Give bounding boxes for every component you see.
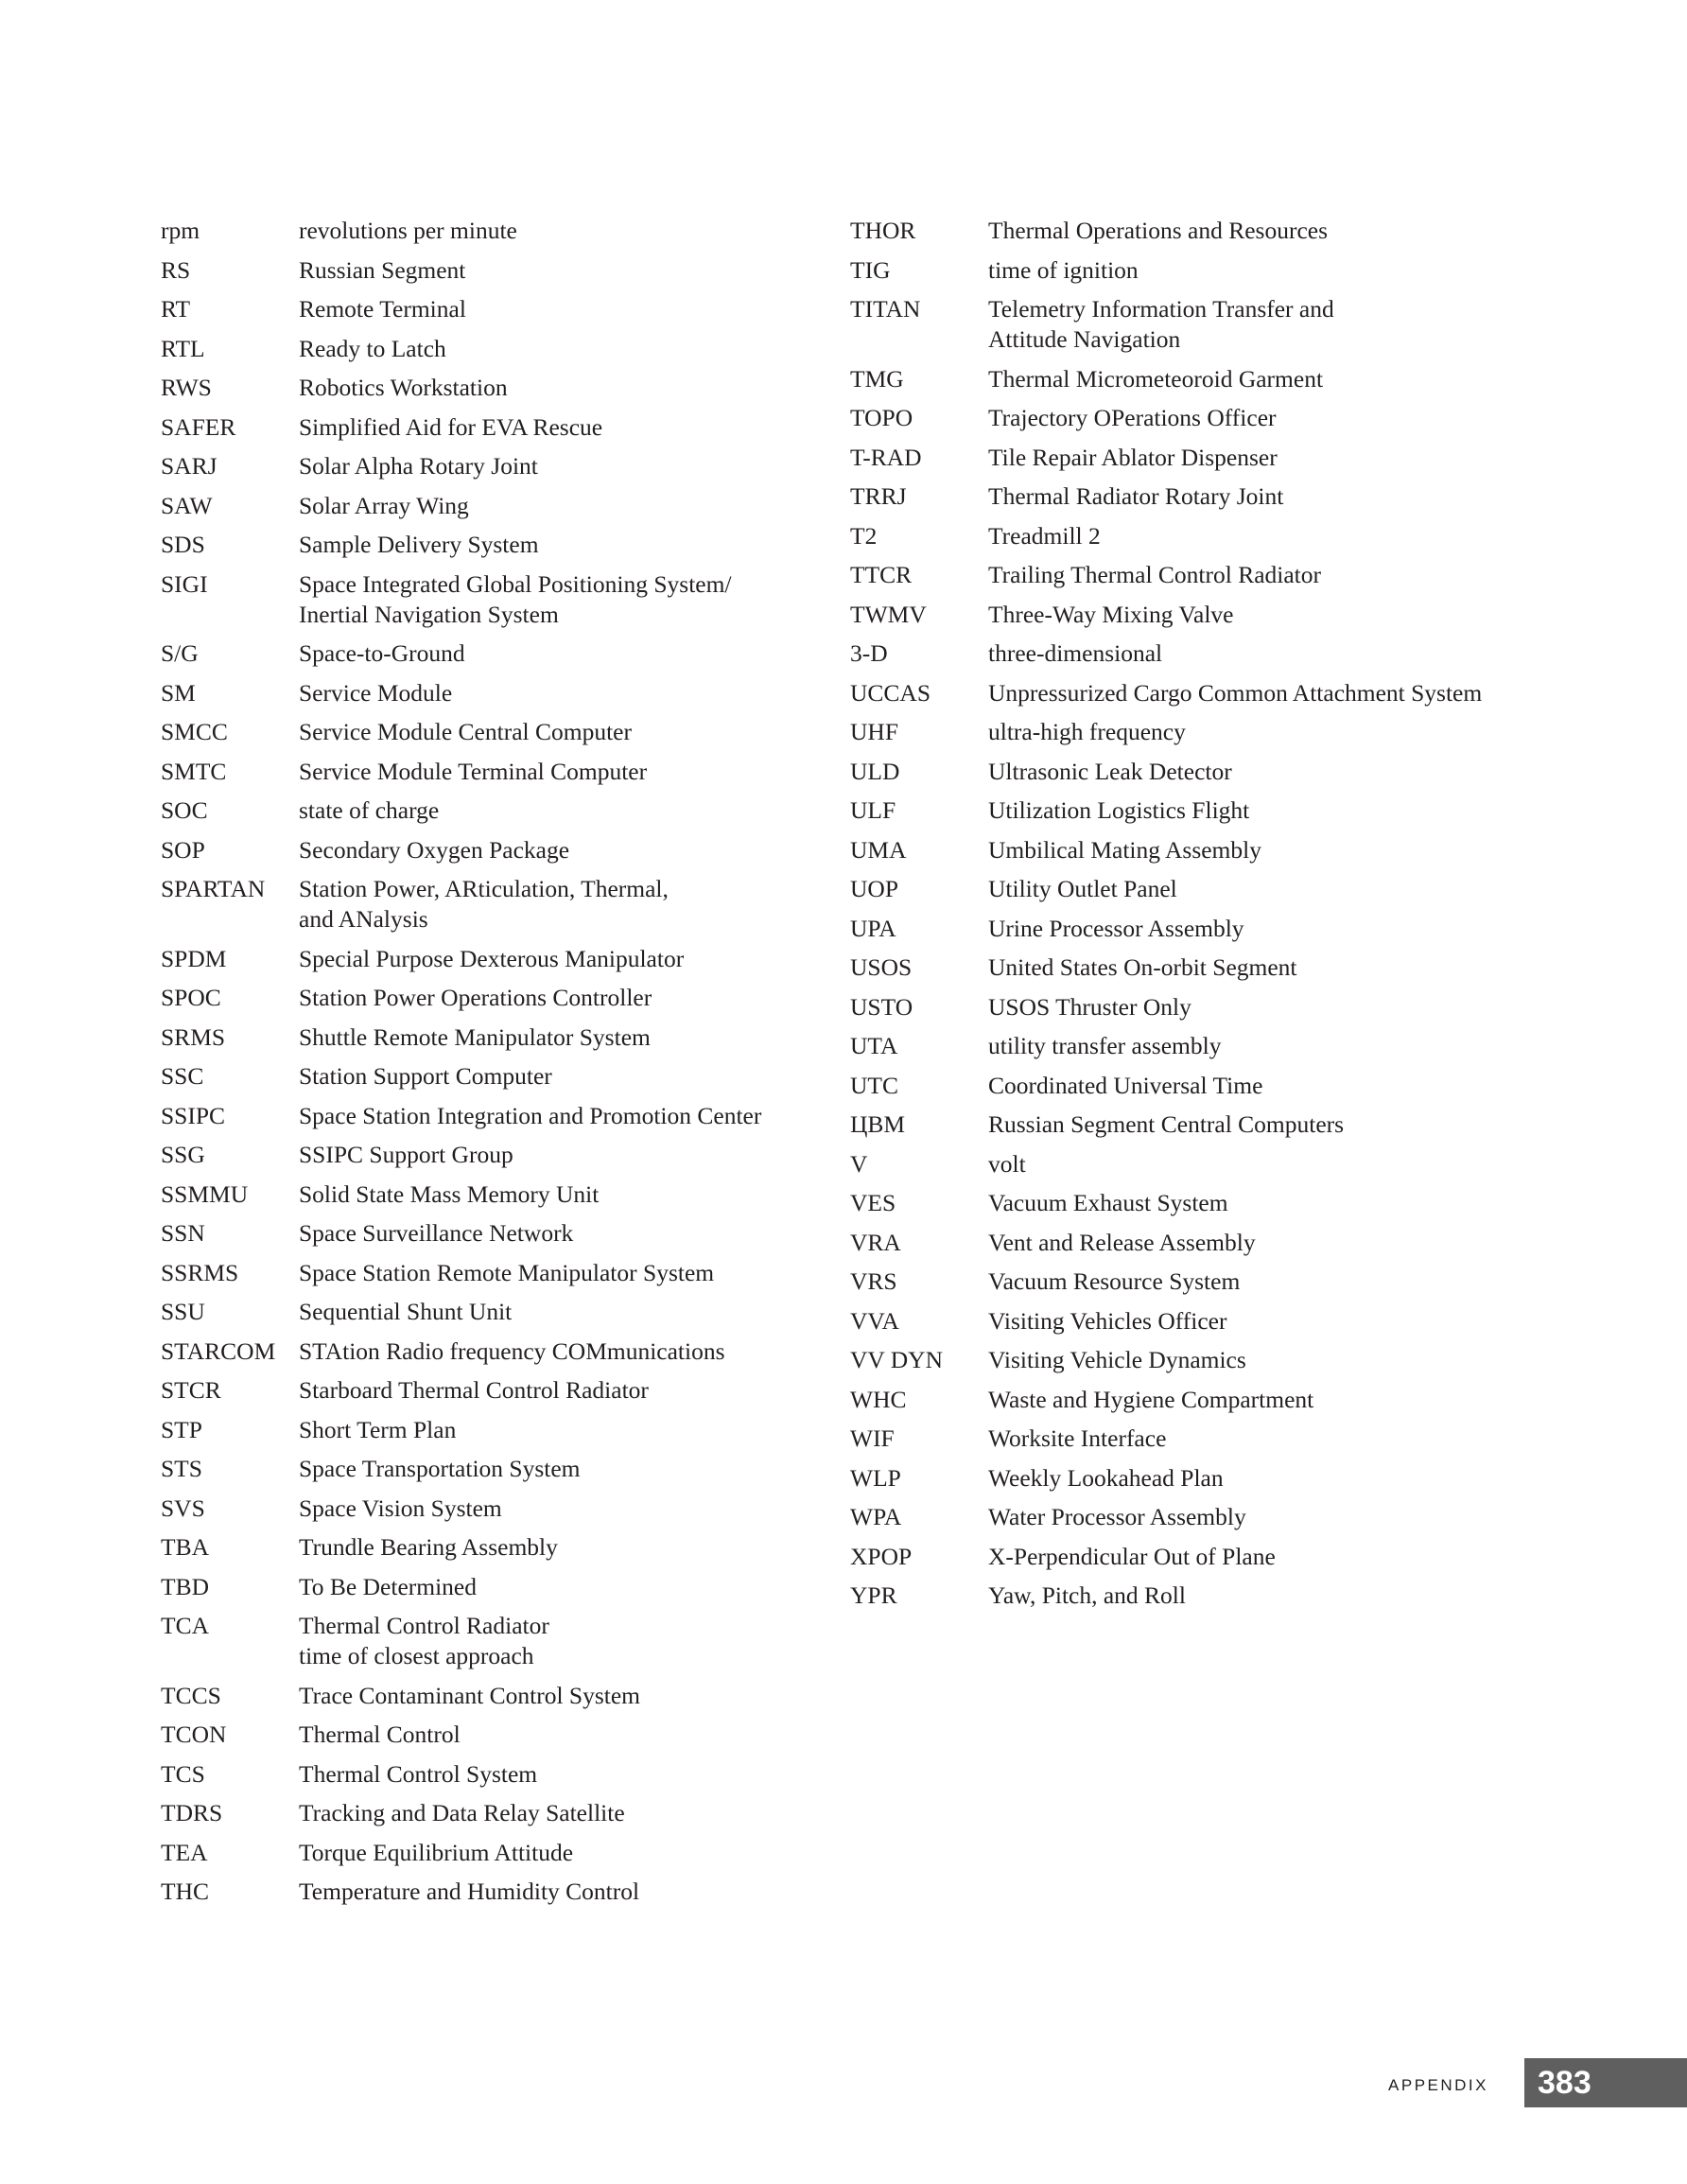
entry-definition: Remote Terminal <box>299 295 466 323</box>
entry-definition: Thermal Radiator Rotary Joint <box>988 482 1284 510</box>
entry-definition: Thermal Control <box>299 1721 461 1748</box>
section-label: APPENDIX <box>1388 2076 1488 2094</box>
glossary-entry <box>161 1798 813 1828</box>
entry-definition: Vacuum Exhaust System <box>988 1189 1228 1216</box>
glossary-entry <box>850 1071 1682 1101</box>
entry-abbreviation: TEA <box>161 1838 208 1866</box>
entry-abbreviation: SSIPC <box>161 1101 226 1129</box>
entry-abbreviation: SPARTAN <box>161 875 266 902</box>
glossary-entry <box>850 678 1682 708</box>
entry-abbreviation: USTO <box>850 992 913 1021</box>
glossary-entry <box>161 874 813 935</box>
glossary-entry <box>161 1258 813 1288</box>
entry-abbreviation: SM <box>161 678 196 707</box>
glossary-entry <box>161 638 813 669</box>
entry-abbreviation: SMTC <box>161 757 227 785</box>
glossary-entry <box>161 757 813 787</box>
glossary-entry <box>161 1572 813 1602</box>
entry-definition: Utility Outlet Panel <box>988 875 1177 902</box>
entry-abbreviation: SSU <box>161 1298 205 1325</box>
entry-abbreviation: SOP <box>161 835 205 864</box>
entry-abbreviation: ЦВМ <box>850 1110 906 1138</box>
entry-abbreviation: SOC <box>161 796 208 824</box>
glossary-entry <box>161 569 813 630</box>
entry-definition: Space Integrated Global Positioning System/ Inertial Navigation System <box>299 569 732 628</box>
entry-definition: Station Power Operations Controller <box>299 984 652 1011</box>
entry-abbreviation: TCCS <box>161 1681 221 1709</box>
entry-abbreviation: T-RAD <box>850 443 922 471</box>
glossary-entry <box>161 1218 813 1249</box>
entry-abbreviation: TBA <box>161 1533 209 1561</box>
glossary-entry <box>850 795 1682 826</box>
entry-definition: Special Purpose Dexterous Manipulator <box>299 944 685 972</box>
glossary-entry <box>850 216 1682 246</box>
entry-abbreviation: TDRS <box>161 1799 223 1826</box>
entry-definition: Russian Segment Central Computers <box>988 1110 1345 1138</box>
entry-abbreviation: SIGI <box>161 569 208 598</box>
entry-abbreviation: SARJ <box>161 452 217 480</box>
entry-definition: three-dimensional <box>988 639 1163 667</box>
glossary-entry <box>161 1454 813 1484</box>
entry-abbreviation: SAW <box>161 491 213 519</box>
entry-abbreviation: SSC <box>161 1062 204 1090</box>
entry-abbreviation: UTA <box>850 1032 898 1059</box>
entry-definition: Shuttle Remote Manipulator System <box>299 1022 651 1051</box>
glossary-entry <box>850 255 1682 286</box>
entry-definition: Solid State Mass Memory Unit <box>299 1179 600 1208</box>
glossary-entry <box>161 1759 813 1790</box>
glossary-entry <box>850 952 1682 983</box>
entry-definition: Water Processor Assembly <box>988 1503 1246 1530</box>
entry-abbreviation: SPDM <box>161 944 227 972</box>
glossary-entry <box>850 1267 1682 1297</box>
entry-definition: Starboard Thermal Control Radiator <box>299 1376 649 1404</box>
entry-definition: revolutions per minute <box>299 217 517 244</box>
entry-abbreviation: SVS <box>161 1494 205 1522</box>
entry-abbreviation: SAFER <box>161 412 236 441</box>
glossary-entry <box>850 1031 1682 1061</box>
entry-abbreviation: UTC <box>850 1071 898 1099</box>
glossary-entry <box>161 944 813 974</box>
glossary-entry <box>161 1681 813 1711</box>
glossary-entry <box>850 835 1682 865</box>
entry-definition: United States On-orbit Segment <box>988 953 1297 981</box>
entry-abbreviation: VRA <box>850 1228 901 1256</box>
entry-abbreviation: VVA <box>850 1306 899 1335</box>
glossary-entry <box>161 1877 813 1907</box>
glossary-left-column <box>161 216 813 1916</box>
entry-definition: Worksite Interface <box>988 1424 1167 1452</box>
entry-abbreviation: WIF <box>850 1424 895 1452</box>
entry-definition: Space Station Integration and Promotion Center <box>299 1101 762 1129</box>
entry-definition: USOS Thruster Only <box>988 992 1191 1021</box>
glossary-entry <box>161 1337 813 1367</box>
entry-definition: Vacuum Resource System <box>988 1267 1241 1295</box>
entry-definition: Torque Equilibrium Attitude <box>299 1838 574 1866</box>
glossary-entry <box>161 835 813 865</box>
entry-abbreviation: XPOP <box>850 1542 913 1570</box>
entry-definition: Umbilical Mating Assembly <box>988 835 1261 864</box>
entry-abbreviation: SDS <box>161 531 205 558</box>
entry-abbreviation: UPA <box>850 914 896 942</box>
entry-abbreviation: STCR <box>161 1376 221 1404</box>
entry-definition: Space Surveillance Network <box>299 1219 574 1247</box>
entry-definition: volt <box>988 1149 1026 1178</box>
entry-definition: utility transfer assembly <box>988 1032 1222 1059</box>
glossary-entry <box>850 1228 1682 1258</box>
glossary-entry <box>161 334 813 364</box>
entry-definition: X-Perpendicular Out of Plane <box>988 1542 1276 1570</box>
glossary-entry <box>161 1415 813 1445</box>
glossary-entry <box>161 1375 813 1406</box>
entry-abbreviation: TCS <box>161 1759 205 1788</box>
glossary-entry <box>161 530 813 560</box>
glossary-entry <box>161 1494 813 1524</box>
entry-definition: Service Module Central Computer <box>299 718 632 745</box>
glossary-entry <box>850 1188 1682 1218</box>
glossary-entry <box>850 992 1682 1022</box>
entry-abbreviation: VRS <box>850 1267 897 1295</box>
glossary-right-column <box>850 216 1682 1620</box>
entry-abbreviation: THC <box>161 1878 209 1905</box>
glossary-entry <box>850 1581 1682 1611</box>
entry-abbreviation: WHC <box>850 1385 907 1413</box>
entry-abbreviation: THOR <box>850 217 916 244</box>
entry-definition: Thermal Control Radiator time of closest approach <box>299 1612 549 1669</box>
entry-definition: Sample Delivery System <box>299 531 539 558</box>
entry-definition: Tracking and Data Relay Satellite <box>299 1799 625 1826</box>
entry-definition: Trajectory OPerations Officer <box>988 404 1277 431</box>
entry-abbreviation: SSN <box>161 1219 205 1247</box>
entry-definition: Trace Contaminant Control System <box>299 1681 640 1709</box>
glossary-entry <box>161 1532 813 1563</box>
entry-definition: Thermal Operations and Resources <box>988 217 1329 244</box>
entry-definition: Unpressurized Cargo Common Attachment System <box>988 678 1483 707</box>
glossary-entry <box>850 1463 1682 1494</box>
entry-definition: Telemetry Information Transfer and Attitude Navigation <box>988 295 1334 353</box>
entry-definition: Solar Alpha Rotary Joint <box>299 452 538 480</box>
glossary-entry <box>161 1101 813 1131</box>
entry-abbreviation: SSG <box>161 1141 205 1168</box>
glossary-entry <box>850 521 1682 551</box>
glossary-entry <box>850 757 1682 787</box>
entry-abbreviation: TTCR <box>850 561 913 588</box>
glossary-entry <box>850 364 1682 394</box>
entry-definition: Urine Processor Assembly <box>988 914 1244 942</box>
glossary-entry <box>850 560 1682 590</box>
entry-abbreviation: TRRJ <box>850 482 907 510</box>
entry-abbreviation: TBD <box>161 1572 209 1600</box>
entry-definition: Space Station Remote Manipulator System <box>299 1258 715 1286</box>
entry-definition: Waste and Hygiene Compartment <box>988 1385 1314 1413</box>
entry-definition: Visiting Vehicles Officer <box>988 1306 1227 1335</box>
entry-definition: ultra-high frequency <box>988 718 1186 745</box>
entry-definition: Station Support Computer <box>299 1062 552 1090</box>
entry-definition: state of charge <box>299 796 440 824</box>
entry-abbreviation: UMA <box>850 835 907 864</box>
glossary-entry <box>161 412 813 443</box>
entry-abbreviation: UOP <box>850 875 899 902</box>
entry-definition: Coordinated Universal Time <box>988 1071 1263 1099</box>
entry-definition: Short Term Plan <box>299 1415 457 1443</box>
entry-definition: Trundle Bearing Assembly <box>299 1533 558 1561</box>
glossary-entry <box>850 443 1682 473</box>
entry-abbreviation: STARCOM <box>161 1337 276 1365</box>
glossary-entry <box>161 1061 813 1092</box>
entry-definition: Space-to-Ground <box>299 639 465 667</box>
entry-abbreviation: STS <box>161 1455 202 1482</box>
glossary-entry <box>850 1149 1682 1179</box>
glossary-entry <box>161 451 813 481</box>
entry-abbreviation: ULF <box>850 796 896 824</box>
entry-definition: Space Vision System <box>299 1494 502 1522</box>
entry-definition: STAtion Radio frequency COMmunications <box>299 1337 725 1365</box>
entry-definition: Thermal Control System <box>299 1759 538 1788</box>
entry-abbreviation: ULD <box>850 757 900 785</box>
entry-definition: Weekly Lookahead Plan <box>988 1463 1224 1492</box>
glossary-entry <box>850 403 1682 433</box>
glossary-entry <box>850 1306 1682 1337</box>
glossary-entry <box>850 1109 1682 1140</box>
entry-abbreviation: 3-D <box>850 639 888 667</box>
glossary-entry <box>161 1297 813 1327</box>
entry-definition: Space Transportation System <box>299 1455 581 1482</box>
entry-abbreviation: SMCC <box>161 718 228 745</box>
entry-abbreviation: TCON <box>161 1721 227 1748</box>
glossary-entry <box>161 1022 813 1053</box>
entry-definition: Service Module Terminal Computer <box>299 757 648 785</box>
glossary-entry <box>161 216 813 246</box>
entry-abbreviation: WLP <box>850 1463 901 1492</box>
entry-abbreviation: VES <box>850 1189 896 1216</box>
glossary-entry <box>161 795 813 826</box>
entry-abbreviation: rpm <box>161 217 200 244</box>
page-number: 383 <box>1524 2058 1687 2107</box>
glossary-entry <box>161 1179 813 1210</box>
entry-definition: Three-Way Mixing Valve <box>988 600 1234 628</box>
glossary-entry <box>161 1140 813 1170</box>
entry-definition: Ultrasonic Leak Detector <box>988 757 1232 785</box>
glossary-entry <box>161 1611 813 1671</box>
entry-abbreviation: RS <box>161 255 191 284</box>
glossary-entry <box>161 255 813 286</box>
entry-definition: To Be Determined <box>299 1572 477 1600</box>
entry-abbreviation: YPR <box>850 1581 897 1609</box>
entry-definition: Robotics Workstation <box>299 374 508 401</box>
entry-definition: Trailing Thermal Control Radiator <box>988 561 1322 588</box>
glossary-entry <box>850 481 1682 512</box>
entry-abbreviation: TMG <box>850 364 904 393</box>
glossary-entry <box>161 717 813 747</box>
entry-abbreviation: S/G <box>161 639 199 667</box>
entry-abbreviation: UHF <box>850 718 899 745</box>
entry-abbreviation: TCA <box>161 1612 209 1639</box>
entry-definition: Temperature and Humidity Control <box>299 1878 640 1905</box>
glossary-entry <box>161 373 813 403</box>
glossary-entry <box>850 874 1682 904</box>
entry-definition: Secondary Oxygen Package <box>299 835 570 864</box>
glossary-entry <box>850 1424 1682 1454</box>
entry-definition: Utilization Logistics Flight <box>988 796 1250 824</box>
glossary-entry <box>850 1385 1682 1415</box>
entry-definition: time of ignition <box>988 255 1139 284</box>
entry-abbreviation: SSRMS <box>161 1258 239 1286</box>
glossary-entry <box>850 1542 1682 1572</box>
entry-definition: Russian Segment <box>299 255 466 284</box>
glossary-entry <box>161 678 813 708</box>
entry-abbreviation: TWMV <box>850 600 927 628</box>
glossary-entry <box>161 1720 813 1750</box>
entry-abbreviation: WPA <box>850 1503 902 1530</box>
glossary-entry <box>161 1838 813 1868</box>
glossary-entry <box>161 983 813 1013</box>
glossary-entry <box>850 294 1682 355</box>
glossary-entry <box>850 1502 1682 1532</box>
entry-definition: SSIPC Support Group <box>299 1141 513 1168</box>
entry-abbreviation: TOPO <box>850 404 913 431</box>
glossary-entry <box>850 600 1682 630</box>
entry-abbreviation: UCCAS <box>850 678 931 707</box>
entry-definition: Thermal Micrometeoroid Garment <box>988 364 1324 393</box>
glossary-entry <box>850 914 1682 944</box>
entry-definition: Visiting Vehicle Dynamics <box>988 1346 1246 1373</box>
entry-definition: Vent and Release Assembly <box>988 1228 1256 1256</box>
glossary-entry <box>161 294 813 324</box>
entry-abbreviation: T2 <box>850 521 878 550</box>
entry-abbreviation: RT <box>161 295 191 323</box>
entry-abbreviation: TITAN <box>850 295 921 323</box>
entry-abbreviation: STP <box>161 1415 202 1443</box>
entry-definition: Ready to Latch <box>299 334 446 362</box>
entry-definition: Service Module <box>299 678 453 707</box>
entry-abbreviation: V <box>850 1149 868 1178</box>
entry-definition: Yaw, Pitch, and Roll <box>988 1581 1186 1609</box>
glossary-entry <box>161 491 813 521</box>
entry-abbreviation: TIG <box>850 255 891 284</box>
entry-abbreviation: RTL <box>161 334 205 362</box>
entry-abbreviation: SPOC <box>161 984 221 1011</box>
entry-abbreviation: RWS <box>161 374 212 401</box>
glossary-entry <box>850 1345 1682 1375</box>
entry-definition: Simplified Aid for EVA Rescue <box>299 412 603 441</box>
entry-definition: Treadmill 2 <box>988 521 1101 550</box>
entry-abbreviation: USOS <box>850 953 913 981</box>
entry-abbreviation: SRMS <box>161 1022 226 1051</box>
entry-definition: Station Power, ARticulation, Thermal, and ANalysis <box>299 875 669 933</box>
entry-definition: Tile Repair Ablator Dispenser <box>988 443 1278 471</box>
entry-abbreviation: SSMMU <box>161 1179 249 1208</box>
entry-abbreviation: VV DYN <box>850 1346 943 1373</box>
entry-definition: Solar Array Wing <box>299 491 469 519</box>
glossary-entry <box>850 638 1682 669</box>
entry-definition: Sequential Shunt Unit <box>299 1298 513 1325</box>
glossary-entry <box>850 717 1682 747</box>
page-footer <box>1388 2058 1687 2107</box>
